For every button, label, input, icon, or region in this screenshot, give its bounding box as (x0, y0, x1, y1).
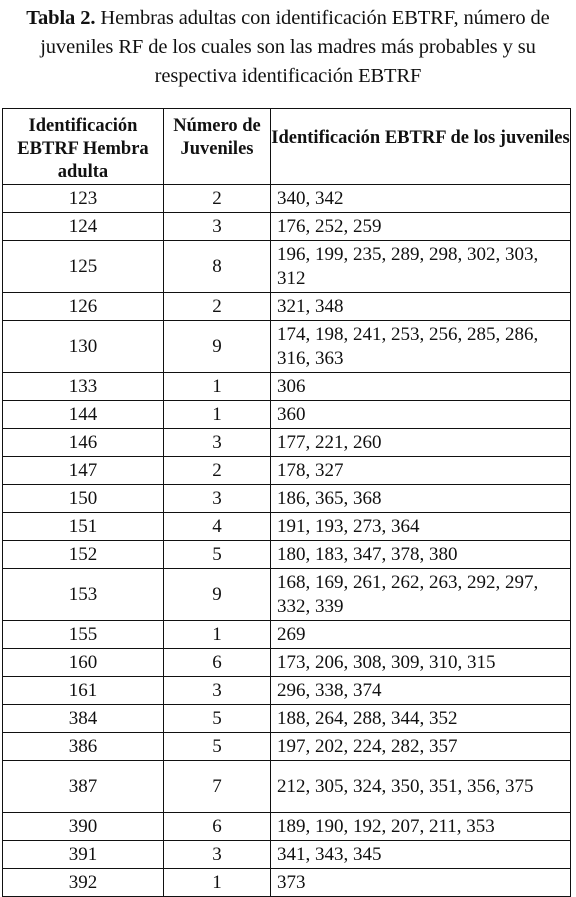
cell-hembra: 125 (3, 241, 164, 293)
cell-numero: 6 (164, 649, 271, 677)
caption-label: Tabla 2. (26, 7, 96, 29)
cell-numero: 2 (164, 457, 271, 485)
cell-ids: 306 (271, 373, 571, 401)
table-row (3, 705, 571, 733)
cell-ids: 188, 264, 288, 344, 352 (271, 705, 571, 733)
cell-ids: 360 (271, 401, 571, 429)
cell-ids: 180, 183, 347, 378, 380 (271, 541, 571, 569)
table-body (3, 185, 571, 897)
table-row (3, 733, 571, 761)
cell-numero: 3 (164, 677, 271, 705)
table-row (3, 869, 571, 897)
table-row (3, 321, 571, 373)
cell-hembra: 152 (3, 541, 164, 569)
cell-numero: 1 (164, 373, 271, 401)
cell-numero: 1 (164, 621, 271, 649)
cell-numero: 7 (164, 761, 271, 813)
cell-numero: 5 (164, 705, 271, 733)
cell-hembra: 390 (3, 813, 164, 841)
cell-numero: 3 (164, 485, 271, 513)
cell-numero: 1 (164, 869, 271, 897)
header-hembra: Identificación EBTRF Hembra adulta (3, 109, 164, 185)
table-row (3, 241, 571, 293)
table-row (3, 621, 571, 649)
table-row (3, 213, 571, 241)
cell-ids: 168, 169, 261, 262, 263, 292, 297, 332, 339 (271, 569, 571, 621)
cell-hembra: 151 (3, 513, 164, 541)
cell-numero: 1 (164, 401, 271, 429)
cell-ids: 186, 365, 368 (271, 485, 571, 513)
cell-numero: 3 (164, 213, 271, 241)
cell-numero: 9 (164, 321, 271, 373)
cell-numero: 2 (164, 185, 271, 213)
cell-ids: 197, 202, 224, 282, 357 (271, 733, 571, 761)
cell-ids: 178, 327 (271, 457, 571, 485)
cell-numero: 4 (164, 513, 271, 541)
cell-numero: 5 (164, 733, 271, 761)
cell-ids: 212, 305, 324, 350, 351, 356, 375 (271, 761, 571, 813)
table-row (3, 457, 571, 485)
cell-ids: 174, 198, 241, 253, 256, 285, 286, 316, 363 (271, 321, 571, 373)
cell-hembra: 133 (3, 373, 164, 401)
cell-numero: 8 (164, 241, 271, 293)
cell-ids: 189, 190, 192, 207, 211, 353 (271, 813, 571, 841)
table-row (3, 677, 571, 705)
cell-ids: 196, 199, 235, 289, 298, 302, 303, 312 (271, 241, 571, 293)
cell-hembra: 146 (3, 429, 164, 457)
cell-hembra: 126 (3, 293, 164, 321)
table-row (3, 429, 571, 457)
cell-hembra: 123 (3, 185, 164, 213)
cell-hembra: 147 (3, 457, 164, 485)
data-table (2, 108, 571, 897)
table-row (3, 401, 571, 429)
cell-hembra: 155 (3, 621, 164, 649)
cell-hembra: 153 (3, 569, 164, 621)
table-row (3, 813, 571, 841)
cell-hembra: 392 (3, 869, 164, 897)
cell-hembra: 161 (3, 677, 164, 705)
cell-hembra: 384 (3, 705, 164, 733)
cell-ids: 373 (271, 869, 571, 897)
cell-hembra: 124 (3, 213, 164, 241)
table-row (3, 485, 571, 513)
cell-numero: 2 (164, 293, 271, 321)
cell-hembra: 144 (3, 401, 164, 429)
cell-numero: 3 (164, 429, 271, 457)
table-row (3, 373, 571, 401)
table-row (3, 541, 571, 569)
cell-hembra: 386 (3, 733, 164, 761)
header-ids: Identificación EBTRF de los juveniles (271, 109, 571, 185)
cell-hembra: 150 (3, 485, 164, 513)
cell-numero: 5 (164, 541, 271, 569)
table-row (3, 185, 571, 213)
header-row (3, 109, 571, 185)
cell-ids: 177, 221, 260 (271, 429, 571, 457)
table-caption (0, 4, 576, 91)
cell-ids: 341, 343, 345 (271, 841, 571, 869)
cell-ids: 321, 348 (271, 293, 571, 321)
cell-hembra: 160 (3, 649, 164, 677)
table-row (3, 569, 571, 621)
table-row (3, 761, 571, 813)
table-header (3, 109, 571, 185)
cell-numero: 6 (164, 813, 271, 841)
cell-ids: 340, 342 (271, 185, 571, 213)
cell-ids: 176, 252, 259 (271, 213, 571, 241)
cell-ids: 296, 338, 374 (271, 677, 571, 705)
table-row (3, 513, 571, 541)
cell-hembra: 391 (3, 841, 164, 869)
cell-ids: 173, 206, 308, 309, 310, 315 (271, 649, 571, 677)
table-row (3, 649, 571, 677)
header-numero: Número de Juveniles (164, 109, 271, 185)
cell-hembra: 387 (3, 761, 164, 813)
table-row (3, 841, 571, 869)
cell-ids: 191, 193, 273, 364 (271, 513, 571, 541)
cell-ids: 269 (271, 621, 571, 649)
caption-text: Hembras adultas con identificación EBTRF, número de juveniles RF de los cuales son las madres más probables y su respectiva identificación EBTRF (40, 7, 550, 87)
table-row (3, 293, 571, 321)
cell-hembra: 130 (3, 321, 164, 373)
cell-numero: 9 (164, 569, 271, 621)
cell-numero: 3 (164, 841, 271, 869)
